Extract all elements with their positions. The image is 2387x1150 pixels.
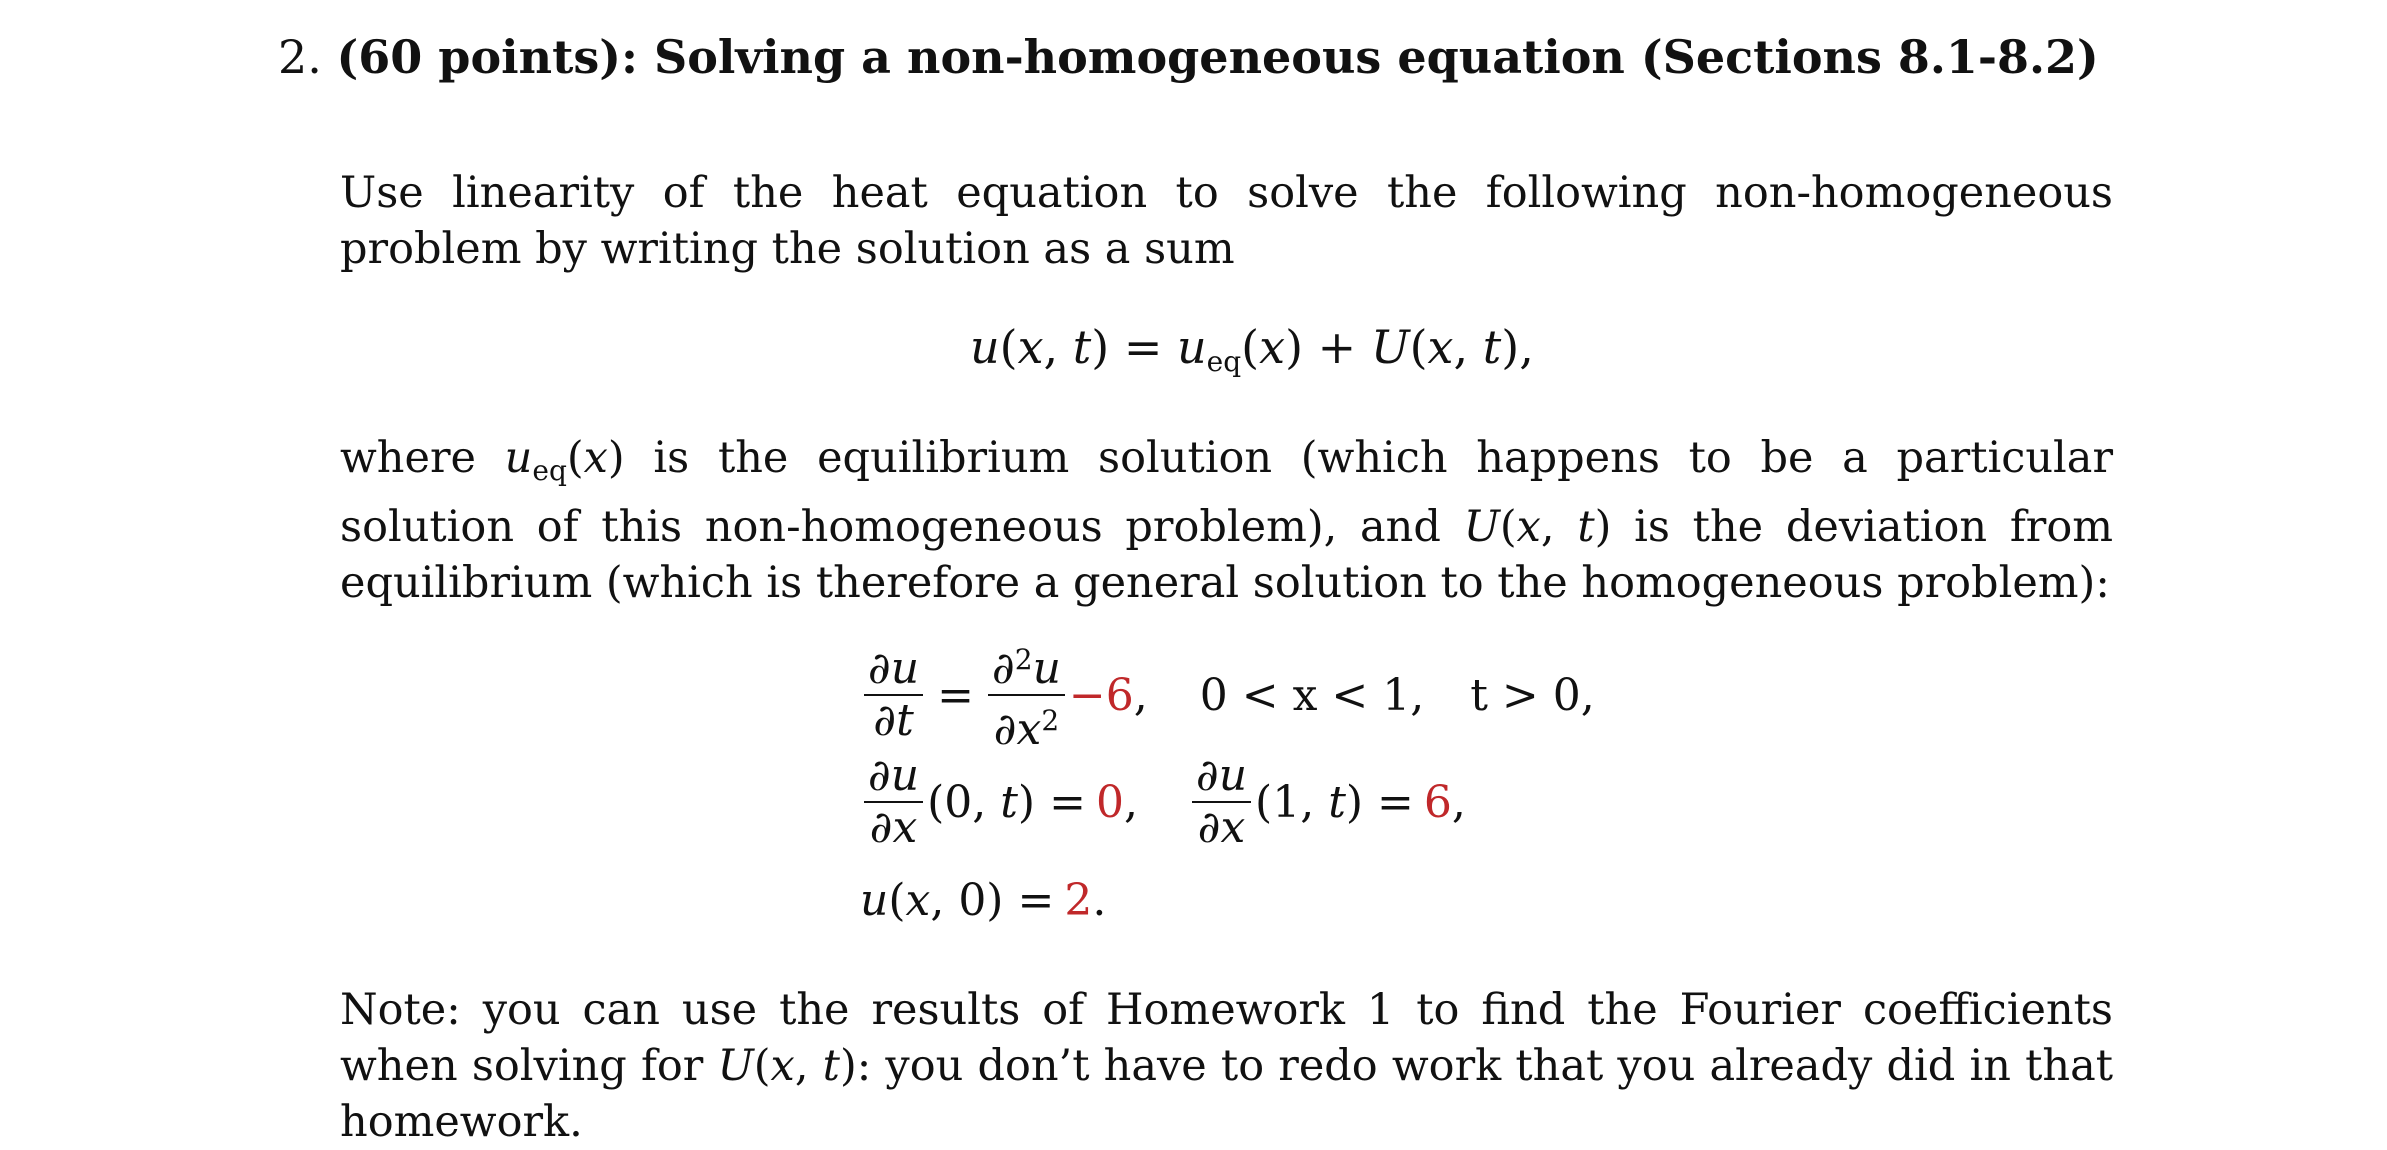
space-domain: 0 < x < 1, <box>1199 669 1425 721</box>
problem-title: (60 points): Solving a non-homogeneous equation (Sections 8.1-8.2) <box>336 30 2099 84</box>
ic-value: 2 <box>1064 875 1093 926</box>
heat-equation-row: $\frac{\partial u}{\partial t}$ = $\frac{\partial^2u}{\partial x^2}$ −6 , 0 < x < 1, t > 0, <box>860 635 1595 755</box>
explanation-paragraph: where $u_{eq}(x)$ is the equilibrium solution (which happens to be a particular solution of this non-homogeneous problem), and U(x, t) is the deviation from equilibrium (which is therefore a general solution to the homogeneous problem): <box>340 433 2113 608</box>
problem-heading <box>278 30 2099 84</box>
bc-left-value: 0 <box>1095 776 1124 828</box>
source-term: −6 <box>1068 669 1134 721</box>
initial-condition-row: u (x, 0) = 2 . <box>860 875 1107 926</box>
note-paragraph: Note: you can use the results of Homework 1 to find the Fourier coefficients when solving for U(x, t): you don’t have to redo work that you already did in that homework. <box>340 985 2114 1147</box>
time-domain: t > 0, <box>1470 669 1595 721</box>
solution-decomposition-equation: u(x, $t) = u_{eq}(x) + U(x$, t), <box>970 320 1534 378</box>
bc-right-value: 6 <box>1423 776 1452 828</box>
problem-number: 2. <box>278 30 322 84</box>
boundary-conditions-row: $\frac{\partial u}{\partial x}$ (0, t) = 0 , $\frac{\partial u}{\partial x}$ (1, t) = 6 , <box>860 751 1466 853</box>
intro-paragraph: Use linearity of the heat equation to solve the following non-homogeneous problem by writing the solution as a sum <box>340 168 2113 274</box>
